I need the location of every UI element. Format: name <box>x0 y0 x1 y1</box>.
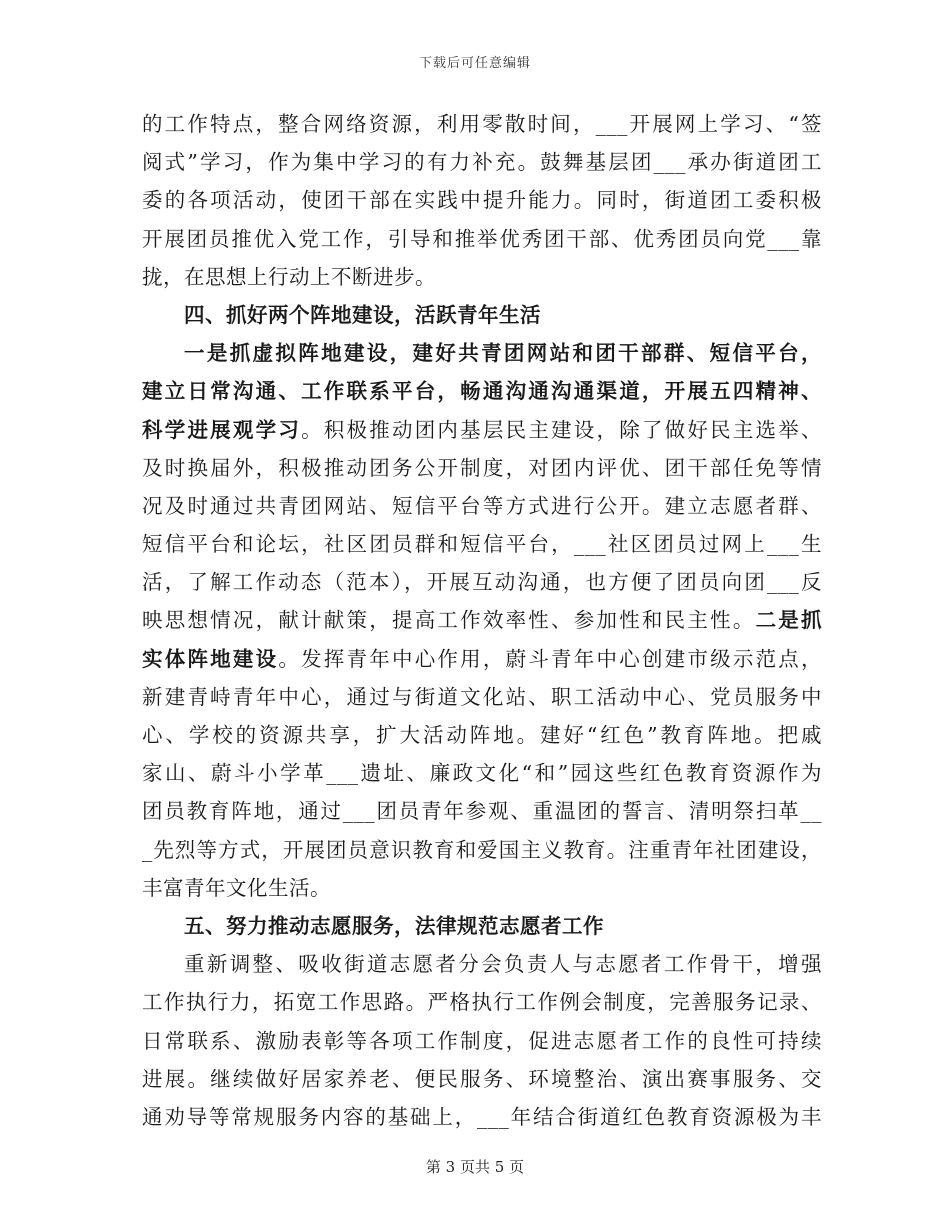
line-text: 。积极推动团内基层民主建设，除了做好民主选举、 <box>301 417 823 442</box>
bold-phrase: 二是抓 <box>755 608 823 633</box>
section-heading-5: 五、努力推动志愿服务，法律规范志愿者工作 <box>184 913 604 938</box>
body-line: 通劝导等常规服务内容的基础上，___年结合街道红色教育资源极为丰 <box>142 1104 822 1129</box>
body-line: _先烈等方式，开展团员意识教育和爱国主义教育。注重青年社团建设， <box>142 837 822 862</box>
body-line: 团员教育阵地，通过___团员青年参观、重温团的誓言、清明祭扫革__ <box>142 799 822 824</box>
body-line: 委的各项活动，使团干部在实践中提升能力。同时，街道团工委积极 <box>142 188 822 213</box>
body-line <box>142 601 822 639</box>
document-body <box>142 105 822 1136</box>
body-line: 丰富青年文化生活。 <box>142 875 331 900</box>
bold-phrase: 实体阵地建设 <box>142 646 279 671</box>
body-line: 活，了解工作动态（范本），开展互动沟通，也方便了团员向团___反 <box>142 570 822 595</box>
body-line: 重新调整、吸收街道志愿者分会负责人与志愿者工作骨干，增强 <box>184 952 822 977</box>
body-line: 短信平台和论坛，社区团员群和短信平台，___社区团员过网上___生 <box>142 532 822 557</box>
body-line <box>142 411 822 449</box>
body-line: 阅式”学习，作为集中学习的有力补充。鼓舞基层团___承办街道团工 <box>142 150 822 175</box>
body-line: 心、学校的资源共享，扩大活动阵地。建好“红色”教育阵地。把戚 <box>142 723 822 747</box>
body-line-bold: 一是抓虚拟阵地建设，建好共青团网站和团干部群、短信平台， <box>184 341 822 366</box>
line-text: 。发挥青年中心作用，蔚斗青年中心创建市级示范点， <box>278 646 823 671</box>
page-number: 第 3 页共 5 页 <box>425 1158 525 1176</box>
body-line: 工作执行力，拓宽工作思路。严格执行工作例会制度，完善服务记录、 <box>142 990 822 1015</box>
body-line: 开展团员推优入党工作，引导和推举优秀团干部、优秀团员向党___靠 <box>142 226 822 251</box>
body-line: 的工作特点，整合网络资源，利用零散时间，___开展网上学习、“签 <box>142 112 822 136</box>
section-heading-4: 四、抓好两个阵地建设，活跃青年生活 <box>184 302 541 327</box>
body-line: 日常联系、激励表彰等各项工作制度，促进志愿者工作的良性可持续 <box>142 1028 822 1053</box>
body-line: 况及时通过共青团网站、短信平台等方式进行公开。建立志愿者群、 <box>142 493 822 518</box>
body-line: 拢，在思想上行动上不断进步。 <box>142 264 436 289</box>
body-line: 家山、蔚斗小学革___遗址、廉政文化“和”园这些红色教育资源作为 <box>142 761 822 786</box>
body-line: 新建青峙青年中心，通过与街道文化站、职工活动中心、党员服务中 <box>142 684 822 709</box>
body-line <box>142 640 822 678</box>
page-header: 下载后可任意编辑 <box>418 56 531 71</box>
body-line-bold: 建立日常沟通、工作联系平台，畅通沟通沟通渠道，开展五四精神、 <box>142 379 822 404</box>
line-text: 映思想情况，献计献策，提高工作效率性、参加性和民主性。 <box>142 608 756 633</box>
body-line: 进展。继续做好居家养老、便民服务、环境整治、演出赛事服务、交 <box>142 1066 822 1091</box>
bold-phrase: 科学进展观学习 <box>142 417 302 442</box>
body-line: 及时换届外，积极推动团务公开制度，对团内评优、团干部任免等情 <box>142 455 822 480</box>
